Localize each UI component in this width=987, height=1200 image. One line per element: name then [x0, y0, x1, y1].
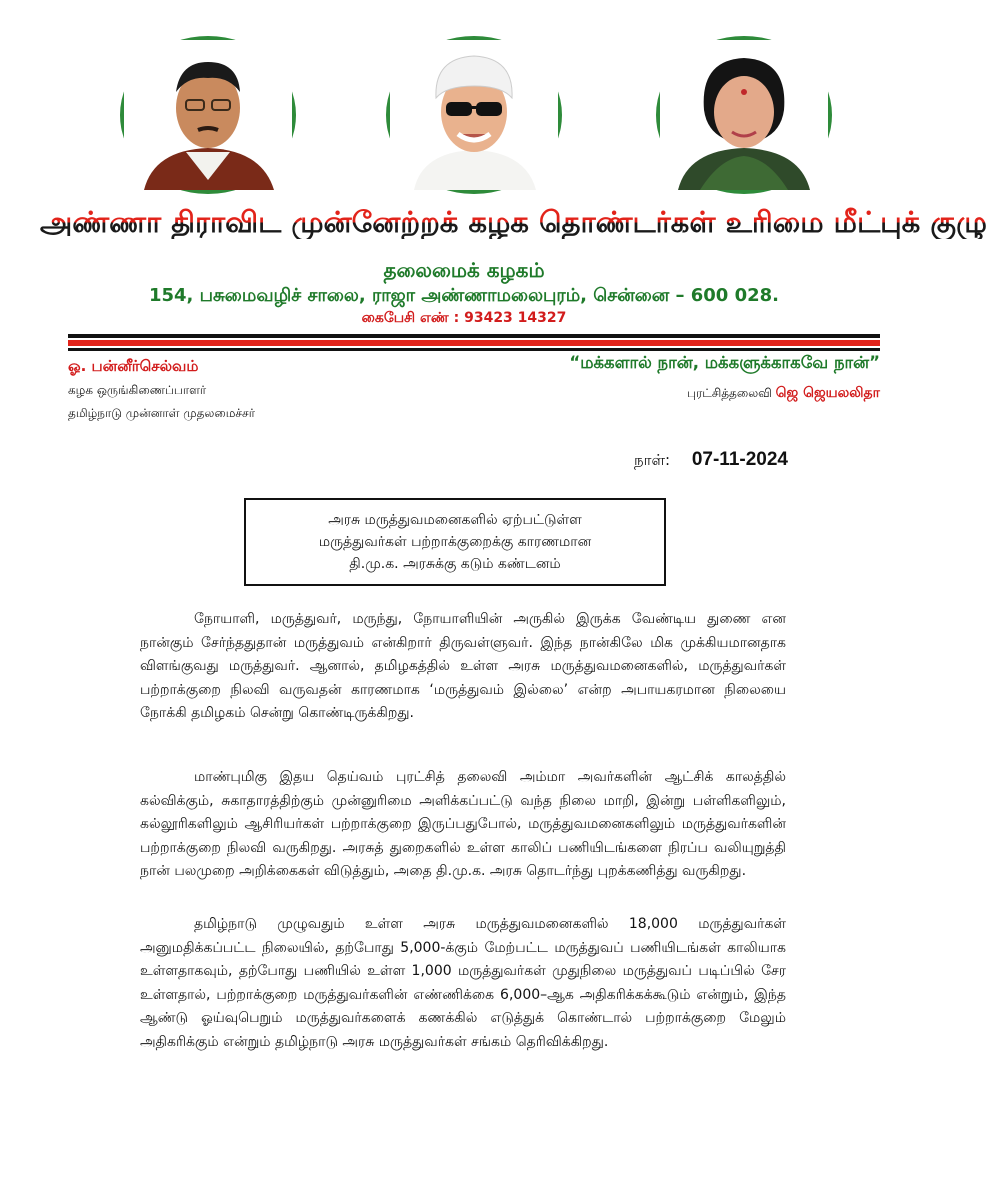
body-paragraph-1 [140, 608, 786, 726]
attribution-prefix: புரட்சித்தலைவி [687, 386, 772, 400]
headquarters-label: தலைமைக் கழகம் [383, 258, 545, 282]
headline-line-2: மருத்துவர்கள் பற்றாக்குறைக்கு காரணமான [318, 534, 592, 550]
phone-line: கைபேசி எண் : 93423 14327 [361, 310, 567, 326]
quote-attribution [687, 385, 880, 403]
headline-line-1: அரசு மருத்துவமனைகளில் ஏற்பட்டுள்ள [328, 512, 582, 528]
leader-role-former-cm: தமிழ்நாடு முன்னாள் முதலமைச்சர் [68, 406, 255, 420]
body-paragraph-2-text: மாண்புமிகு இதய தெய்வம் புரட்சித் தலைவி அம்மா அவர்களின் ஆட்சிக் காலத்தில் கல்விக்கும், சுகாதாரத்திற்கும் முன்னுரிமை அளிக்கப்பட்டு வந்த நிலை மாறி, இன்று பள்ளிகளிலும், கல்லூரிகளிலும் ஆசிரியர்கள் பற்றாக்குறை இருப்பதுபோல், மருத்துவமனைகளிலும் மருத்துவர்களின் பற்றாக்குறை நிலவி வருகிறது. அரசுத் துறைகளில் உள்ள காலிப் பணியிடங்களை நிரப்ப வலியுறுத்தி நான் பலமுறை அறிக்கைகள் விடுத்தும், அதை தி.மு.க. அரசு தொடர்ந்து புறக்கணித்து வருகிறது. [140, 769, 786, 879]
leader-name: ஓ. பன்னீர்செல்வம் [68, 357, 199, 375]
body-paragraph-3 [140, 913, 786, 1054]
divider-red [68, 340, 880, 346]
center-portrait [386, 36, 562, 194]
body-paragraph-3-text: தமிழ்நாடு முழுவதும் உள்ள அரசு மருத்துவமனைகளில் 18,000 மருத்துவர்கள் அனுமதிக்கப்பட்ட நிலையில், தற்போது 5,000-க்கும் மேற்பட்ட மருத்துவப் பணியிடங்கள் காலியாக உள்ளதாகவும், தற்போது பணியில் உள்ள 1,000 மருத்துவர்கள் முதுநிலை மருத்துவப் படிப்பில் சேர உள்ளதால், பற்றாக்குறை மருத்துவர்களின் எண்ணிக்கை 6,000–ஆக அதிகரிக்கக்கூடும் என்றும், இந்த ஆண்டு ஓய்வுபெறும் மருத்துவர்களைக் கணக்கில் எடுத்துக் கொண்டால் பற்றாக்குறை மேலும் அதிகரிக்கும் என்றும் தமிழ்நாடு அரசு மருத்துவர்கள் சங்கம் தெரிவிக்கிறது. [140, 916, 786, 1050]
left-portrait [120, 36, 296, 194]
leader-role-coordinator: கழக ஒருங்கிணைப்பாளர் [68, 383, 207, 397]
headline-line-3: தி.மு.க. அரசுக்கு கடும் கண்டனம் [349, 556, 561, 572]
address-line: 154, பசுமைவழிச் சாலை, ராஜா அண்ணாமலைபுரம், சென்னை – 600 028. [148, 285, 779, 306]
organization-title: அண்ணா திராவிட முன்னேற்றக் கழக தொண்டர்கள் உரிமை மீட்புக் குழு [40, 205, 987, 239]
date-row [634, 449, 788, 471]
divider-black-bottom [68, 348, 880, 351]
headline-box [244, 498, 666, 586]
body-paragraph-2 [140, 766, 786, 884]
date-value: 07-11-2024 [691, 449, 788, 470]
portrait-woman-image [660, 40, 828, 190]
motto-quote: “மக்களால் நான், மக்களுக்காகவே நான்” [569, 353, 880, 372]
portrait-man-sunglasses-image [390, 40, 558, 190]
body-paragraph-1-text: நோயாளி, மருத்துவர், மருந்து, நோயாளியின் அருகில் இருக்க வேண்டிய துணை என நான்கும் சேர்ந்ததுதான் மருத்துவம் என்கிறார் திருவள்ளுவர். இந்த நான்கிலே மிக முக்கியமானதாக விளங்குவது மருத்துவர். ஆனால், தமிழகத்தில் உள்ள அரசு மருத்துவமனைகளில், மருத்துவர்கள் பற்றாக்குறை நிலவி வருவதன் காரணமாக ‘மருத்துவம் இல்லை’ என்ற அபாயகரமான நிலையை நோக்கி தமிழகம் சென்று கொண்டிருக்கிறது. [140, 611, 786, 721]
portrait-man-glasses-image [124, 40, 292, 190]
date-label: நாள்: [634, 451, 671, 469]
attribution-name: ஜெ ஜெயலலிதா [775, 385, 880, 401]
right-portrait [656, 36, 832, 194]
